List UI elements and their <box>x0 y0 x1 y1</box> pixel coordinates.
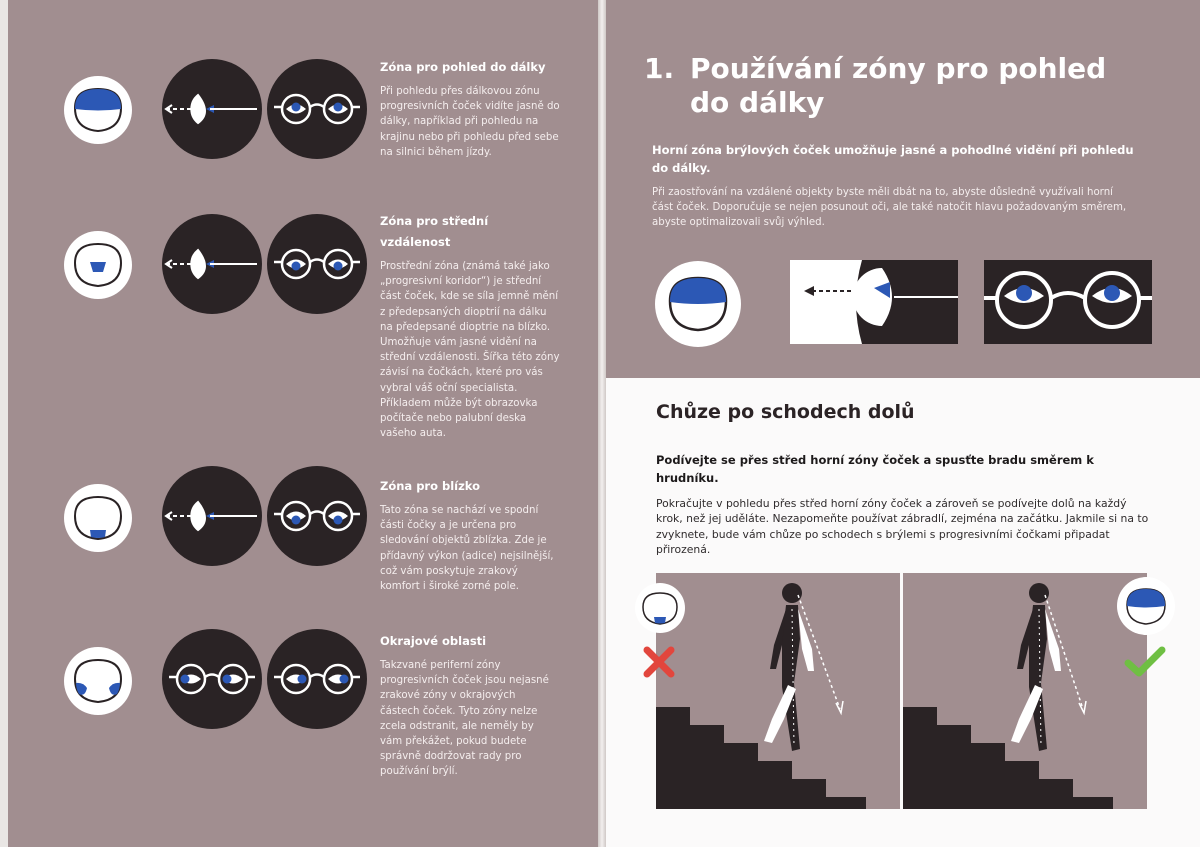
lens-zone-icon <box>63 75 133 145</box>
section-number: 1. <box>644 52 675 85</box>
eye-side-icon <box>160 464 264 568</box>
lens-zone-icon <box>1116 576 1176 636</box>
zone-title: Zóna pro blízko <box>380 479 481 493</box>
right-page <box>606 0 1200 847</box>
section-body: Při zaostřování na vzdálené objekty byste měli dbát na to, abyste důsledně využívali horní část čoček. Doporučuje se nejen posunout oči, ale také natočit hlavu požadovaným směrem, abyste optimalizovali svůj výhled. <box>652 187 1127 228</box>
zone-body: Při pohledu přes dálkovou zónu progresivních čoček vidíte jasně do dálky, například při pohledu na krajinu nebo při pohledu před sebe na silnici během jízdy. <box>380 86 560 158</box>
lens-zone-icon <box>63 230 133 300</box>
check-icon <box>1123 645 1167 679</box>
zone-body: Takzvané periferní zóny progresivních čoček jsou nejasné zrakové zóny v okrajových částech čoček. Tyto zóny nelze zcela odstranit, ale neměly by vám překážet, pokud budete správně dodržovat rady pro používání brýlí. <box>380 660 549 778</box>
section-lead: Horní zóna brýlových čoček umožňuje jasné a pohodlné vidění při pohledu do dálky. <box>652 143 1134 175</box>
zone-title: Okrajové oblasti <box>380 634 487 648</box>
sub-lead: Podívejte se přes střed horní zóny čoček a spusťte bradu směrem k hrudníku. <box>656 453 1094 485</box>
zone-peripheral <box>380 631 580 780</box>
left-page <box>8 0 598 847</box>
lens-zone-icon <box>634 582 686 634</box>
walking-figure-icon <box>999 579 1109 759</box>
walking-figure-icon <box>752 579 862 759</box>
wrong-example-panel <box>656 573 900 809</box>
eye-side-icon <box>160 57 264 161</box>
zone-far <box>380 57 580 160</box>
zone-title: Zóna pro střední vzdálenost <box>380 214 489 249</box>
glasses-eyes-icon <box>265 627 369 731</box>
glasses-eyes-icon <box>265 464 369 568</box>
glasses-eyes-icon <box>160 627 264 731</box>
sub-body: Pokračujte v pohledu přes střed horní zóny čoček a zároveň se podívejte dolů na každý krok, než jej uděláte. Nezapomeňte používat zábradlí, zejména na začátku. Jakmile si na to zvyknete, bude vám chůze po schodech s brýlemi s progresivními čočkami připadat přirozená. <box>656 497 1149 556</box>
zone-near <box>380 476 580 594</box>
eye-side-icon <box>790 260 958 344</box>
lens-zone-icon <box>63 483 133 553</box>
book-spine <box>598 0 606 847</box>
cross-icon <box>642 645 676 679</box>
zone-title: Zóna pro pohled do dálky <box>380 60 546 74</box>
glasses-eyes-icon <box>265 212 369 316</box>
correct-example-panel <box>903 573 1147 809</box>
zone-intermediate <box>380 211 560 441</box>
glasses-eyes-icon <box>984 260 1152 344</box>
zone-body: Tato zóna se nachází ve spodní části čočky a je určena pro sledování objektů zblízka. Zde je přídavný výkon (adice) nejsilnější, což vám poskytuje zrakový komfort i široké zorné pole. <box>380 505 554 593</box>
section-title: Používání zóny pro pohled do dálky <box>690 52 1107 119</box>
zone-body: Prostřední zóna (známá také jako „progresivní koridor“) je střední část čoček, kde se síla jemně mění z předepsaných dioptrií na dálku na předepsané dioptrie na blízko. Umožňuje vám jasné vidění na střední vzdálenosti. Šířka této zóny závisí na čočkách, které pro vás vybral váš oční specialista. Příkladem může být obrazovka počítače nebo palubní deska vašeho auta. <box>380 261 560 440</box>
subheading: Chůze po schodech dolů <box>656 401 915 423</box>
lens-zone-icon <box>654 260 742 348</box>
eye-side-icon <box>160 212 264 316</box>
glasses-eyes-icon <box>265 57 369 161</box>
lens-zone-icon <box>63 646 133 716</box>
